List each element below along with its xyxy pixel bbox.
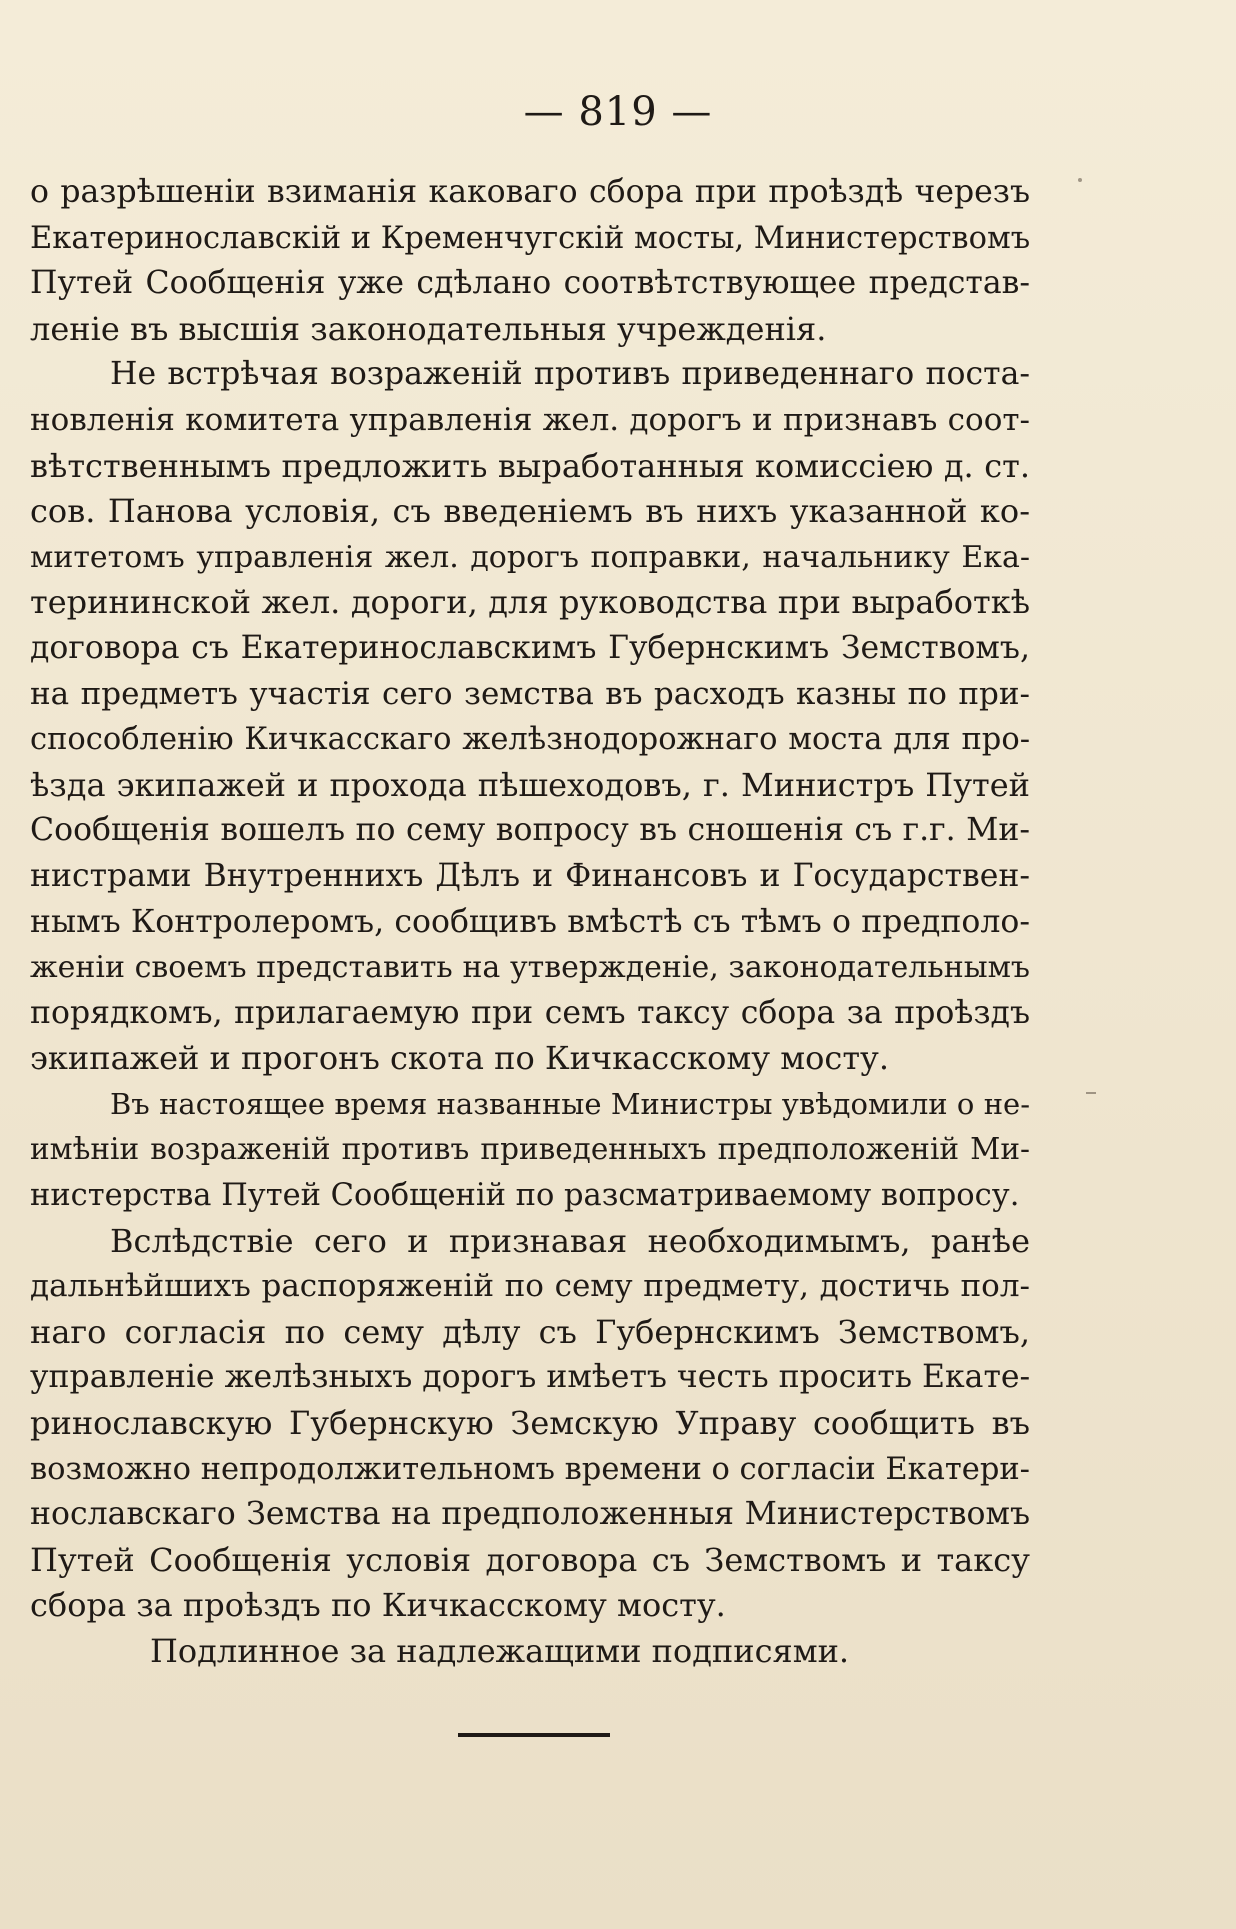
paragraph-2-line-11: Сообщенія вошелъ по сему вопросу въ сношенія съ г.г. Ми- xyxy=(30,812,1030,849)
paragraph-3-line-3: нистерства Путей Сообщеній по разсматриваемому вопросу. xyxy=(30,1178,1020,1214)
paragraph-2-line-12: нистрами Внутреннихъ Дѣлъ и Финансовъ и Государствен- xyxy=(30,857,1030,894)
paragraph-1-line-2: Екатеринославскій и Кременчугскій мосты, Министерствомъ xyxy=(30,220,1030,256)
closing-signature-note: Подлинное за надлежащими подписями. xyxy=(150,1632,850,1670)
paragraph-2-line-7: договора съ Екатеринославскимъ Губернскимъ Земствомъ, xyxy=(30,629,1030,666)
paragraph-4-line-8: Путей Сообщенія условія договора съ Земствомъ и таксу xyxy=(30,1540,1030,1579)
paragraph-4-line-2: дальнѣйшихъ распоряженій по сему предмету, достичь пол- xyxy=(30,1268,1030,1305)
paragraph-4-line-7: нославскаго Земства на предположенныя Министерствомъ xyxy=(30,1496,1030,1533)
paragraph-2-line-3: вѣтственнымъ предложить выработанныя комиссіею д. ст. xyxy=(30,446,1030,485)
paragraph-4-line-4: управленіе желѣзныхъ дорогъ имѣетъ честь просить Екате- xyxy=(30,1359,1030,1396)
paper-speck xyxy=(1078,178,1082,182)
body-text xyxy=(30,170,1030,1675)
paragraph-1-line-3: Путей Сообщенія уже сдѣлано соотвѣтствующее представ- xyxy=(30,265,1030,302)
paragraph-2-line-6: терининской жел. дороги, для руководства при выработкѣ xyxy=(30,583,1030,622)
paragraph-4-line-5: ринославскую Губернскую Земскую Управу сообщить въ xyxy=(30,1404,1030,1443)
paragraph-2-line-8: на предметъ участія сего земства въ расходъ казны по при- xyxy=(30,675,1030,712)
end-rule-divider xyxy=(458,1733,610,1737)
page-number: — 819 — xyxy=(523,89,713,135)
paragraph-4-line-6: возможно непродолжительномъ времени о согласіи Екатери- xyxy=(30,1451,1030,1487)
paragraph-2-line-15: порядкомъ, прилагаемую при семъ таксу сбора за проѣздъ xyxy=(30,994,1030,1031)
paragraph-1-line-1: о разрѣшеніи взиманія каковаго сбора при проѣздѣ черезъ xyxy=(30,174,1030,210)
paragraph-2-line-1: Не встрѣчая возраженій противъ приведеннаго поста- xyxy=(110,356,1030,393)
paragraph-2-line-10: ѣзда экипажей и прохода пѣшеходовъ, г. Министръ Путей xyxy=(30,765,1030,804)
paragraph-2-line-2: новленія комитета управленія жел. дорогъ и признавъ соот- xyxy=(30,401,1030,438)
paragraph-2-line-13: нымъ Контролеромъ, сообщивъ вмѣстѣ съ тѣмъ о предполо- xyxy=(30,903,1030,940)
paragraph-1-line-4: леніе въ высшія законодательныя учрежденія. xyxy=(30,309,827,348)
paragraph-4-line-9: сбора за проѣздъ по Кичкасскому мосту. xyxy=(30,1586,726,1625)
paragraph-2-line-16: экипажей и прогонъ скота по Кичкасскому мосту. xyxy=(30,1039,890,1078)
paper-speck xyxy=(1086,1092,1096,1094)
paragraph-2-line-9: способленію Кичкасскаго желѣзнодорожнаго моста для про- xyxy=(30,722,1030,758)
paragraph-3-line-2: имѣніи возраженій противъ приведенныхъ предположеній Ми- xyxy=(30,1132,1030,1167)
paragraph-2-line-14: женіи своемъ представить на утвержденіе, законодательнымъ xyxy=(30,950,1030,986)
paragraph-4-line-1: Вслѣдствіе сего и признавая необходимымъ, ранѣе xyxy=(110,1221,1030,1260)
paragraph-4-line-3: наго согласія по сему дѣлу съ Губернскимъ Земствомъ, xyxy=(30,1312,1030,1351)
paragraph-2-line-5: митетомъ управленія жел. дорогъ поправки, начальнику Ека- xyxy=(30,539,1030,575)
paragraph-2-line-4: сов. Панова условія, съ введеніемъ въ нихъ указанной ко- xyxy=(30,492,1030,531)
paragraph-3-line-1: Въ настоящее время названные Министры увѣдомили о не- xyxy=(110,1086,1030,1121)
